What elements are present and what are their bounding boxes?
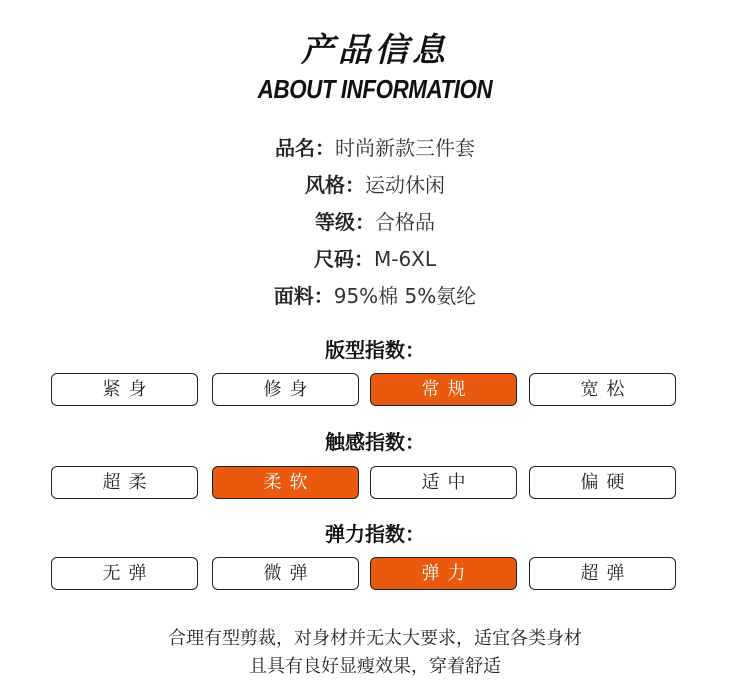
option-label: 超弹 <box>580 563 633 584</box>
page-title-cn: 产品信息 <box>301 30 449 69</box>
option-label: 紧身 <box>102 379 155 400</box>
info-label: 风格： <box>305 173 365 197</box>
touch-option-stiff[interactable] <box>529 466 676 499</box>
option-label: 柔软 <box>263 472 316 493</box>
info-row-style <box>0 171 750 199</box>
option-label: 适中 <box>421 472 474 493</box>
fit-index-title: 版型指数： <box>325 338 425 362</box>
stretch-option-stretch[interactable] <box>370 557 517 590</box>
stretch-option-slight[interactable] <box>212 557 359 590</box>
option-label: 弹力 <box>421 563 474 584</box>
touch-index-title: 触感指数： <box>325 430 425 454</box>
info-value: 时尚新款三件套 <box>335 136 475 160</box>
page-title-en: ABOUT INFORMATION <box>257 74 493 104</box>
info-row-name <box>0 134 750 162</box>
option-label: 超柔 <box>102 472 155 493</box>
fit-option-loose[interactable] <box>529 373 676 406</box>
option-label: 常规 <box>421 379 474 400</box>
fit-option-slim[interactable] <box>212 373 359 406</box>
option-label: 偏硬 <box>580 472 633 493</box>
info-row-size <box>0 245 750 273</box>
info-label: 尺码： <box>313 247 374 271</box>
touch-index-options <box>51 466 679 500</box>
description-line-2: 且具有良好显瘦效果，穿着舒适 <box>249 656 501 677</box>
stretch-index-title: 弹力指数： <box>325 522 425 546</box>
option-label: 无弹 <box>102 563 155 584</box>
touch-option-soft[interactable] <box>212 466 359 499</box>
info-value: M-6XL <box>373 247 437 271</box>
description-line-1: 合理有型剪裁，对身材并无太大要求，适宜各类身材 <box>168 628 582 649</box>
touch-option-super-soft[interactable] <box>51 466 198 499</box>
info-label: 品名： <box>275 136 335 160</box>
fit-option-regular[interactable] <box>370 373 517 406</box>
info-label: 等级： <box>315 210 375 234</box>
option-label: 修身 <box>263 379 316 400</box>
info-label: 面料： <box>273 284 334 308</box>
fit-option-tight[interactable] <box>51 373 198 406</box>
info-row-fabric <box>0 282 750 310</box>
info-value: 95%棉 5%氨纶 <box>333 284 477 308</box>
stretch-option-none[interactable] <box>51 557 198 590</box>
stretch-option-super[interactable] <box>529 557 676 590</box>
fit-index-options <box>51 373 679 407</box>
info-row-grade <box>0 208 750 236</box>
info-value: 合格品 <box>375 210 435 234</box>
option-label: 微弹 <box>263 563 316 584</box>
stretch-index-options <box>51 557 679 591</box>
option-label: 宽松 <box>580 379 633 400</box>
touch-option-medium[interactable] <box>370 466 517 499</box>
info-value: 运动休闲 <box>365 173 445 197</box>
